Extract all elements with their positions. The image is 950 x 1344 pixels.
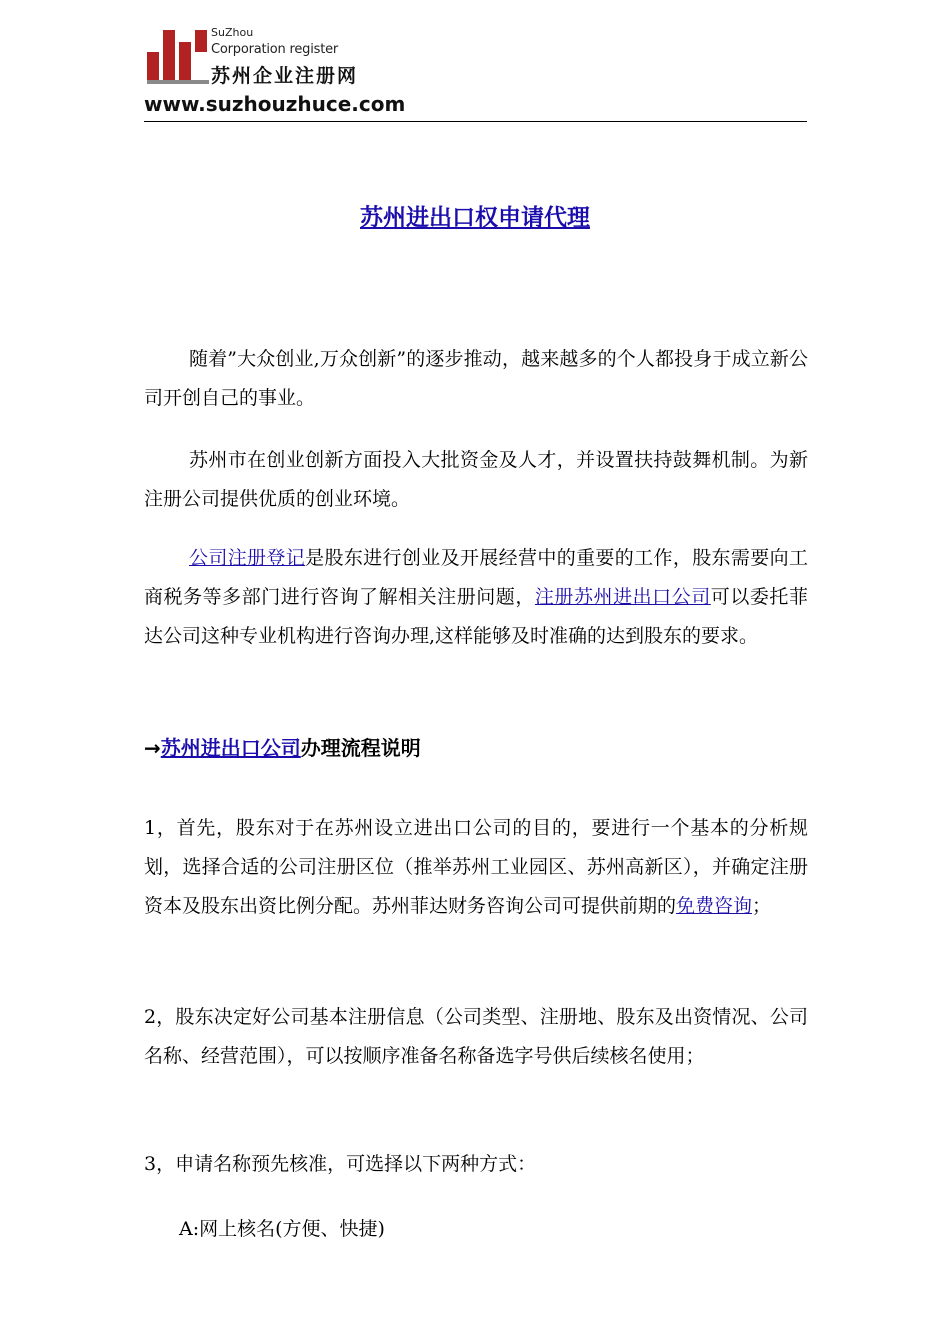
link-free-consultation[interactable]: 免费咨询 <box>676 895 753 917</box>
logo-mark-icon <box>143 22 209 88</box>
site-url: www.suzhouzhuce.com <box>144 92 406 116</box>
page-title-link[interactable]: 苏州进出口权申请代理 <box>360 204 590 231</box>
header-divider <box>144 121 807 122</box>
logo-line-2: Corporation register <box>211 42 339 57</box>
logo-line-1: SuZhou <box>211 26 254 39</box>
paragraph-registration-text-2: 可以委托菲达公司这种专业机构进行咨询办理,这样能够及时准确的达到股东的要求。 <box>144 586 808 647</box>
step-a: A:网上核名(方便、快捷) <box>179 1218 385 1240</box>
step-1-end: ； <box>752 895 772 917</box>
link-company-registration[interactable]: 公司注册登记 <box>189 547 306 569</box>
arrow-right-icon: → <box>144 736 161 760</box>
logo-line-3: 苏州企业注册网 <box>211 65 359 87</box>
step-3: 3，申请名称预先核准，可选择以下两种方式： <box>144 1153 537 1175</box>
paragraph-suzhou: 苏州市在创业创新方面投入大批资金及人才，并设置扶持鼓舞机制。为新注册公司提供优质的创业环境。 <box>144 449 808 510</box>
step-1 <box>144 809 808 926</box>
site-logo <box>143 22 380 88</box>
link-import-export-company[interactable]: 苏州进出口公司 <box>160 736 301 760</box>
section-heading <box>144 730 421 766</box>
paragraph-intro: 随着”大众创业,万众创新”的逐步推动，越来越多的个人都投身于成立新公司开创自己的事业。 <box>144 348 808 409</box>
step-1-text: 1，首先，股东对于在苏州设立进出口公司的目的，要进行一个基本的分析规划，选择合适的公司注册区位（推举苏州工业园区、苏州高新区），并确定注册资本及股东出资比例分配。苏州菲达财务咨询公司可提供前期的 <box>144 817 808 917</box>
step-2: 2，股东决定好公司基本注册信息（公司类型、注册地、股东及出资情况、公司名称、经营范围），可以按顺序准备名称备选字号供后续核名使用； <box>144 1006 808 1067</box>
link-register-import-export[interactable]: 注册苏州进出口公司 <box>534 586 711 608</box>
page-title <box>0 199 950 232</box>
paragraph-registration-text-1: 是股东进行创业及开展经营中的重要的工作，股东需要向工商税务等多部门进行咨询了解相关注册问题， <box>144 547 808 608</box>
paragraph-registration <box>144 539 808 656</box>
section-heading-text: 办理流程说明 <box>300 736 421 760</box>
